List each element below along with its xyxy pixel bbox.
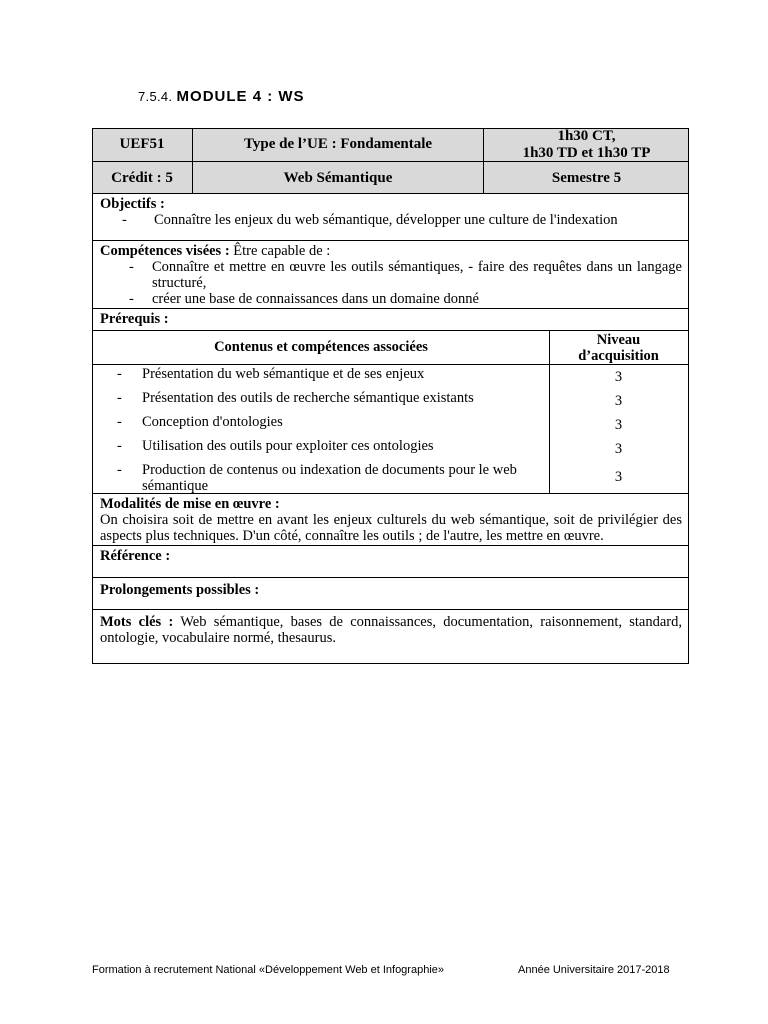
competences-label: Compétences visées :: [100, 243, 230, 259]
competences-heading: [100, 243, 682, 259]
acquisition-level: 3: [614, 393, 623, 409]
modalites-text: On choisira soit de mettre en avant les enjeux culturels du web sémantique, soit de privilégier des aspects plus techniques. D'un côté, connaître les outils ; de l'autre, les mettre en œuvre.: [100, 512, 682, 544]
ue-hours-line2: 1h30 TD et 1h30 TP: [522, 144, 651, 161]
footer-right: Année Universitaire 2017-2018: [518, 964, 670, 976]
reference-label: Référence :: [100, 548, 171, 564]
mots-cles-text: Web sémantique, bases de connaissances, documentation, raisonnement, standard, ontologie, vocabulaire normé, thesaurus.: [100, 614, 683, 646]
reference-section: [92, 546, 689, 578]
ue-type: Type de l’UE : Fondamentale: [193, 128, 484, 161]
modalites-label: Modalités de mise en œuvre :: [100, 496, 280, 512]
acquisition-level: 3: [614, 369, 623, 385]
contenus-header-left: Contenus et compétences associées: [93, 331, 550, 364]
ue-hours: [484, 128, 689, 161]
mots-cles-paragraph: [100, 614, 682, 646]
prolongements-section: [92, 578, 689, 610]
ue-subject: Web Sémantique: [193, 162, 484, 194]
contenus-header: [93, 331, 688, 365]
ue-credit: Crédit : 5: [92, 162, 193, 194]
prerequis-label: Prérequis :: [100, 311, 169, 327]
objectifs-list: [100, 212, 682, 228]
section-title: MODULE 4 : WS: [176, 88, 305, 105]
ue-hours-line1: 1h30 CT,: [557, 127, 616, 144]
competences-list: [100, 259, 682, 307]
contenus-table: Contenus et compétences associées Niveau d’acquisition - Présentation du web sémantique et de ses enjeux 3 - Présentation des outils de recherche sémantique existants 3 - Conception d'ontologies 3 - Utilisation des outils pour exploiter ces ontologies 3 - Production de contenus ou indexation de documents pour le web sémantique 3: [92, 331, 689, 494]
section-heading: [138, 88, 305, 105]
acquisition-level: 3: [614, 469, 623, 485]
acquisition-level: 3: [614, 417, 623, 433]
mots-cles-section: [92, 610, 689, 664]
acquisition-level: 3: [614, 441, 623, 457]
mots-cles-label: Mots clés :: [100, 614, 174, 630]
list-item: - Connaître les enjeux du web sémantique, développer une culture de l'indexation: [122, 212, 618, 228]
ue-row-1: [92, 128, 689, 162]
objectifs-label: Objectifs :: [100, 196, 165, 212]
ue-code: UEF51: [92, 128, 193, 161]
competences-intro: Être capable de :: [229, 243, 331, 259]
ue-row-2: [92, 162, 689, 194]
footer-left: Formation à recrutement National «Développement Web et Infographie»: [92, 964, 444, 976]
list-item: - créer une base de connaissances dans un domaine donné: [129, 291, 479, 307]
list-item: - Connaître et mettre en œuvre les outils sémantiques, - faire des requêtes dans un langage structuré,: [129, 259, 682, 291]
prolongements-label: Prolongements possibles :: [100, 582, 260, 598]
contenus-header-right: Niveau d’acquisition: [578, 331, 659, 364]
modalites-section: [92, 494, 689, 546]
section-number: 7.5.4.: [138, 89, 173, 104]
competences-section: [92, 241, 689, 309]
ue-semester: Semestre 5: [551, 169, 622, 186]
prerequis-section: [92, 309, 689, 331]
objectifs-section: [92, 194, 689, 241]
